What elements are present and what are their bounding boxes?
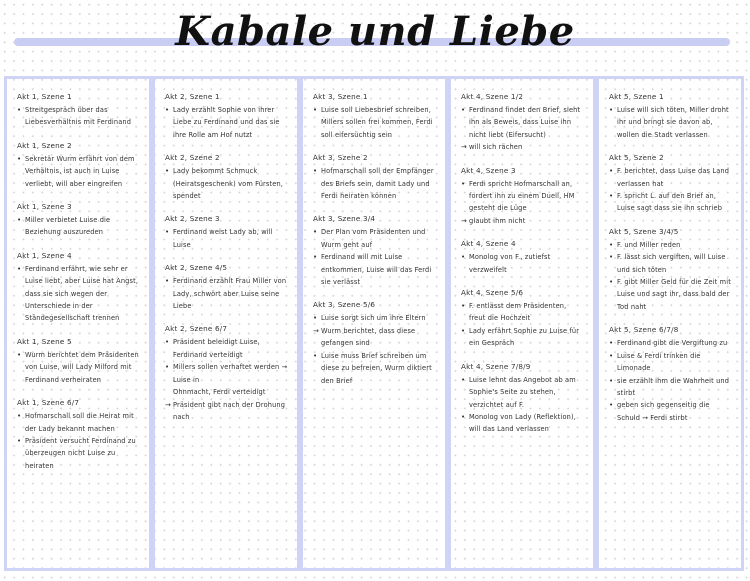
scene-note: • Sekretär Wurm erfährt von dem Verhältnis, ist auch in Luise verliebt, will aber eingreifen [17, 153, 141, 190]
scene-note: • Miller verbietet Luise die Beziehung auszureden [17, 214, 141, 239]
scene-block [17, 141, 141, 190]
scene-notes [17, 349, 141, 386]
summary-grid [4, 76, 744, 571]
scene-notes [461, 104, 585, 154]
scene-block [461, 288, 585, 350]
scene-heading: Akt 3, Szene 2 [313, 153, 368, 163]
scene-note: • F. gibt Miller Geld für die Zeit mit Luise und sagt ihr, dass bald der Tod naht [609, 276, 733, 313]
scene-block [165, 92, 289, 141]
scene-notes [165, 336, 289, 423]
scene-notes [461, 178, 585, 228]
scene-notes [17, 153, 141, 190]
scene-note: • Hofmarschall soll der Empfänger des Briefs sein, damit Lady und Ferdi heiraten können [313, 165, 437, 202]
scene-note: • Ferdinand will mit Luise entkommen, Luise will das Ferdi sie verlässt [313, 251, 437, 288]
scene-heading: Akt 3, Szene 1 [313, 92, 368, 101]
scene-note: • Präsident versucht Ferdinand zu überzeugen nicht Luise zu heiraten [17, 435, 141, 472]
scene-note: • Lady bekommt Schmuck (Heiratsgeschenk) vom Fürsten, spendet [165, 165, 289, 202]
scene-heading: Akt 3, Szene 5/6 [313, 300, 376, 310]
scene-heading: Akt 2, Szene 3 [165, 214, 220, 224]
scene-heading: Akt 4, Szene 4 [461, 239, 516, 249]
scene-heading: Akt 1, Szene 1 [17, 92, 72, 101]
scene-note: • Ferdinand findet den Brief, sieht ihn als Beweis, dass Luise ihn nicht liebt (Eifersucht) [461, 104, 585, 141]
scene-notes [313, 312, 437, 386]
column-act-2 [155, 79, 303, 568]
scene-notes [165, 165, 289, 202]
scene-note: • Luise sorgt sich um ihre Eltern [313, 312, 437, 324]
scene-note: • Der Plan vom Präsidenten und Wurm geht auf [313, 226, 437, 251]
scene-note: • Luise will sich töten, Miller droht ihr und bringt sie davon ab, wollen die Stadt verlassen [609, 104, 733, 141]
scene-block [313, 300, 437, 386]
scene-heading: Akt 1, Szene 3 [17, 202, 72, 212]
scene-block [313, 214, 437, 288]
scene-block [165, 324, 289, 423]
scene-notes [313, 226, 437, 288]
scene-block [17, 92, 141, 129]
scene-note: • Lady erzählt Sophie von ihrer Liebe zu Ferdinand und das sie ihre Rolle am Hof nutzt [165, 104, 289, 141]
scene-notes [17, 263, 141, 325]
scene-note: → will sich rächen [461, 141, 585, 153]
scene-block [313, 153, 437, 202]
column-act-1 [7, 79, 155, 568]
scene-note: • Ferdinand erzählt Frau Miller von Lady, schwört aber Luise seine Liebe [165, 275, 289, 312]
scene-block [165, 263, 289, 312]
scene-note: → Präsident gibt nach der Drohung nach [165, 399, 289, 424]
scene-heading: Akt 2, Szene 4/5 [165, 263, 228, 273]
scene-heading: Akt 5, Szene 6/7/8 [609, 325, 679, 335]
scene-note: • F. lässt sich vergiften, will Luise und sich töten [609, 251, 733, 276]
scene-notes [461, 251, 585, 276]
scene-note: • Luise soll Liebesbrief schreiben, Millers sollen frei kommen, Ferdi soll eifersüchtig sein [313, 104, 437, 141]
page-title: Kabale und Liebe [175, 8, 575, 55]
scene-block [165, 153, 289, 202]
scene-block [313, 92, 437, 141]
scene-block [609, 153, 733, 215]
scene-heading: Akt 5, Szene 2 [609, 153, 664, 163]
scene-heading: Akt 2, Szene 6/7 [165, 324, 228, 334]
scene-heading: Akt 4, Szene 1/2 [461, 92, 524, 101]
scene-block [461, 92, 585, 154]
scene-heading: Akt 1, Szene 2 [17, 140, 72, 150]
scene-notes [609, 165, 733, 215]
scene-notes [609, 104, 733, 141]
scene-note: • Lady erfährt Sophie zu Luise für ein Gespräch [461, 325, 585, 350]
scene-heading: Akt 1, Szene 4 [17, 250, 72, 260]
scene-heading: Akt 5, Szene 3/4/5 [609, 226, 679, 236]
scene-notes [17, 214, 141, 239]
scene-note: • Millers sollen verhaftet werden → Luise in [165, 361, 289, 386]
scene-note: • Ferdinand weist Lady ab, will Luise [165, 226, 289, 251]
scene-block [165, 214, 289, 251]
scene-notes [17, 104, 141, 129]
scene-notes [165, 226, 289, 251]
scene-note: • Hofmarschall soll die Heirat mit der Lady bekannt machen [17, 410, 141, 435]
scene-heading: Akt 2, Szene 1 [165, 92, 220, 101]
scene-heading: Akt 4, Szene 5/6 [461, 288, 524, 298]
scene-heading: Akt 1, Szene 5 [17, 336, 72, 346]
scene-heading: Akt 4, Szene 7/8/9 [461, 361, 531, 371]
scene-note: • F. berichtet, dass Luise das Land verlassen hat [609, 165, 733, 190]
scene-note: • F. spricht L. auf den Brief an, Luise sagt dass sie ihn schrieb [609, 190, 733, 215]
scene-note: → glaubt ihm nicht [461, 215, 585, 227]
scene-note: • Ferdinand erfährt, wie sehr er Luise liebt, aber Luise hat Angst, dass sie sich wegen der Unterschiede in der Ständegesellschaft trennen [17, 263, 141, 325]
scene-note: • Präsident beleidigt Luise, Ferdinand verteidigt [165, 336, 289, 361]
scene-note: • Luise muss Brief schreiben um diese zu befreien, Wurm diktiert den Brief [313, 350, 437, 387]
scene-note: • F. und Miller reden [609, 239, 733, 251]
scene-note: • Ferdinand gibt die Vergiftung zu [609, 337, 733, 349]
scene-notes [165, 104, 289, 141]
scene-note: • Luise lehnt das Angebot ab am Sophie's Seite zu stehen, verzichtet auf F. [461, 374, 585, 411]
scene-block [609, 325, 733, 424]
scene-note: • sie erzählt ihm die Wahrheit und stirbt [609, 375, 733, 400]
scene-notes [165, 275, 289, 312]
column-act-3 [303, 79, 451, 568]
scene-note: • Ferdi spricht Hofmarschall an, fordert ihn zu einem Duell, HM gesteht die Lüge [461, 178, 585, 215]
scene-note: → Wurm berichtet, dass diese gefangen sind [313, 325, 437, 350]
scene-notes [461, 374, 585, 436]
scene-heading: Akt 1, Szene 6/7 [17, 398, 80, 408]
scene-block [461, 239, 585, 276]
scene-block [609, 227, 733, 313]
scene-note: • Monolog von F., zutiefst verzweifelt [461, 251, 585, 276]
scene-heading: Akt 3, Szene 3/4 [313, 214, 376, 224]
scene-note: • Luise & Ferdi trinken die Limonade [609, 350, 733, 375]
scene-notes [609, 337, 733, 424]
column-act-5 [599, 79, 741, 568]
scene-block [17, 337, 141, 386]
scene-heading: Akt 4, Szene 3 [461, 165, 516, 175]
scene-note: • F. entlässt dem Präsidenten, freut die Hochzeit [461, 300, 585, 325]
scene-notes [313, 104, 437, 141]
scene-block [17, 251, 141, 325]
scene-block [17, 398, 141, 472]
scene-block [17, 202, 141, 239]
scene-notes [313, 165, 437, 202]
scene-note: • geben sich gegenseitig die Schuld → Ferdi stirbt [609, 399, 733, 424]
scene-note: Ohnmacht, Ferdi verteidigt [173, 388, 266, 397]
scene-note: • Wurm berichtet dem Präsidenten von Luise, will Lady Milford mit Ferdinand verheiraten [17, 349, 141, 386]
scene-block [609, 92, 733, 141]
scene-heading: Akt 2, Szene 2 [165, 153, 220, 163]
scene-block [461, 362, 585, 436]
scene-heading: Akt 5, Szene 1 [609, 92, 664, 101]
scene-notes [609, 239, 733, 313]
scene-notes [17, 410, 141, 472]
scene-block [461, 166, 585, 228]
scene-note: • Streitgespräch über das Liebesverhältnis mit Ferdinand [17, 104, 141, 129]
scene-note: • Monolog von Lady (Reflektion), will das Land verlassen [461, 411, 585, 436]
scene-notes [461, 300, 585, 350]
column-act-4 [451, 79, 599, 568]
